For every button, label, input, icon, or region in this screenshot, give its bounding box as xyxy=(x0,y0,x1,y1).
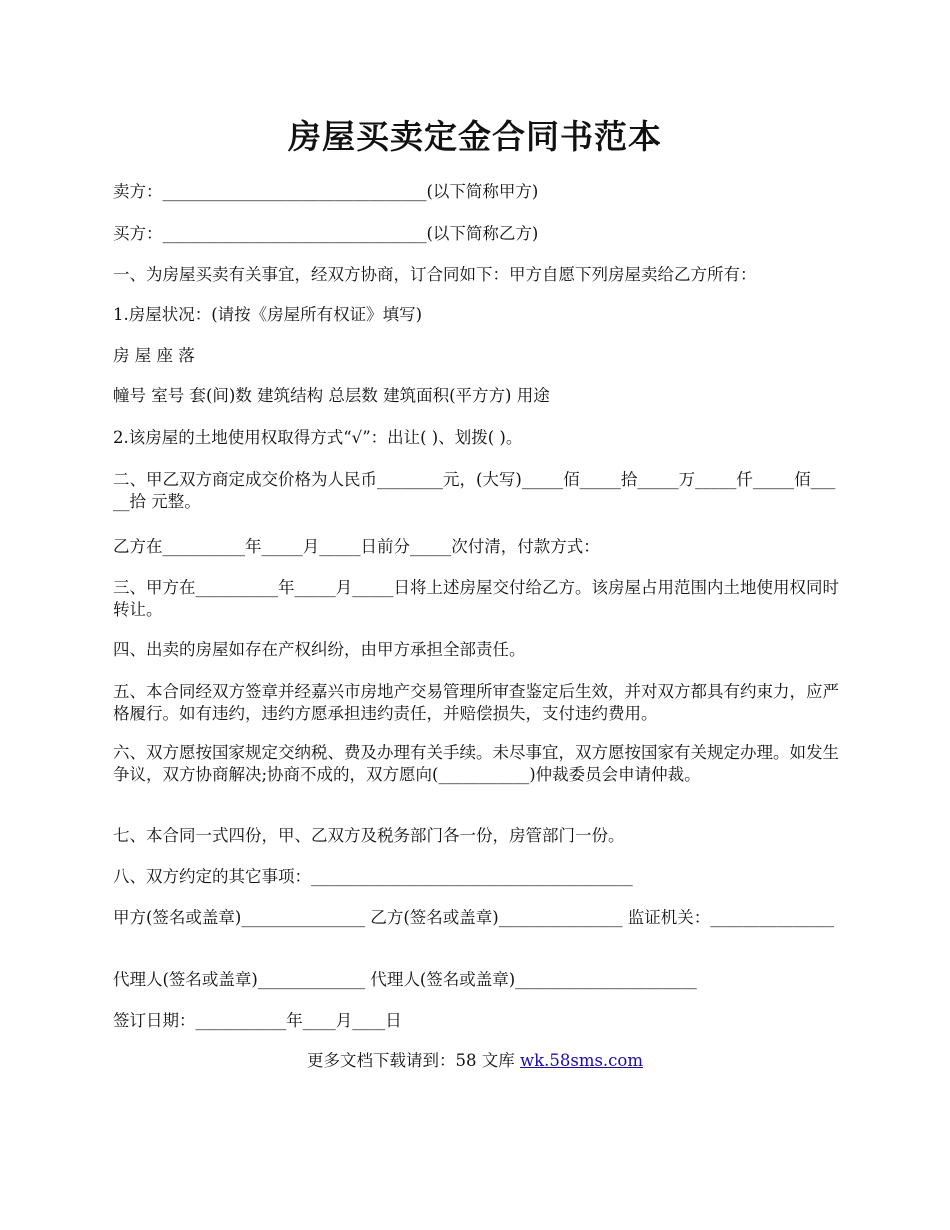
house-status: 1.房屋状况：(请按《房屋所有权证》填写) xyxy=(113,305,423,324)
buyer-line: 买方：________________________________(以下简称乙方) xyxy=(113,224,539,243)
signing-date: 签订日期：___________年____月____日 xyxy=(113,1011,402,1030)
clause-3-delivery: 三、甲方在__________年_____月_____日将上述房屋交付给乙方。该房屋占用范围内土地使用权同时转让。 xyxy=(113,578,839,619)
clause-6-taxes: 六、双方愿按国家规定交纳税、费及办理有关手续。未尽事宜，双方愿按国家有关规定办理。如发生争议，双方协商解决;协商不成的，双方愿向(___________)仲裁委员会申请仲裁。 xyxy=(113,743,839,784)
house-location: 房 屋 座 落 xyxy=(113,346,195,365)
payment-terms: 乙方在__________年_____月_____日前分_____次付清，付款方式： xyxy=(113,537,600,556)
clause-7-copies: 七、本合同一式四份，甲、乙双方及税务部门各一份，房管部门一份。 xyxy=(113,826,625,845)
clause-2-price: 二、甲乙双方商定成交价格为人民币________元，(大写)_____佰_____拾_____万_____仟_____佰_____拾 元整。 xyxy=(113,470,836,511)
signature-parties: 甲方(签名或盖章)_______________ 乙方(签名或盖章)_______________ 监证机关：_______________ xyxy=(113,908,834,927)
land-use-right: 2.该房屋的土地使用权取得方式“√”：出让( )、划拨( )。 xyxy=(113,428,523,447)
footer-text: 更多文档下载请到：58 文库 xyxy=(306,1051,520,1070)
house-attributes: 幢号 室号 套(间)数 建筑结构 总层数 建筑面积(平方方) 用途 xyxy=(113,386,550,405)
clause-8-other: 八、双方约定的其它事项：_______________________________________ xyxy=(113,867,633,886)
clause-4-disputes: 四、出卖的房屋如存在产权纠纷，由甲方承担全部责任。 xyxy=(113,640,526,659)
footer xyxy=(0,1050,950,1072)
document-title: 房屋买卖定金合同书范本 xyxy=(288,117,662,156)
clause-1-intro: 一、为房屋买卖有关事宜，经双方协商，订合同如下：甲方自愿下列房屋卖给乙方所有： xyxy=(113,265,757,284)
clause-5-effect: 五、本合同经双方签章并经嘉兴市房地产交易管理所审查鉴定后生效，并对双方都具有约束力，应严格履行。如有违约，违约方愿承担违约责任，并赔偿损失，支付违约费用。 xyxy=(113,682,839,723)
signature-agents: 代理人(签名或盖章)_____________ 代理人(签名或盖章)______________________ xyxy=(113,970,697,989)
footer-link[interactable]: wk.58sms.com xyxy=(519,1051,643,1070)
seller-line: 卖方：________________________________(以下简称甲方) xyxy=(113,182,539,201)
